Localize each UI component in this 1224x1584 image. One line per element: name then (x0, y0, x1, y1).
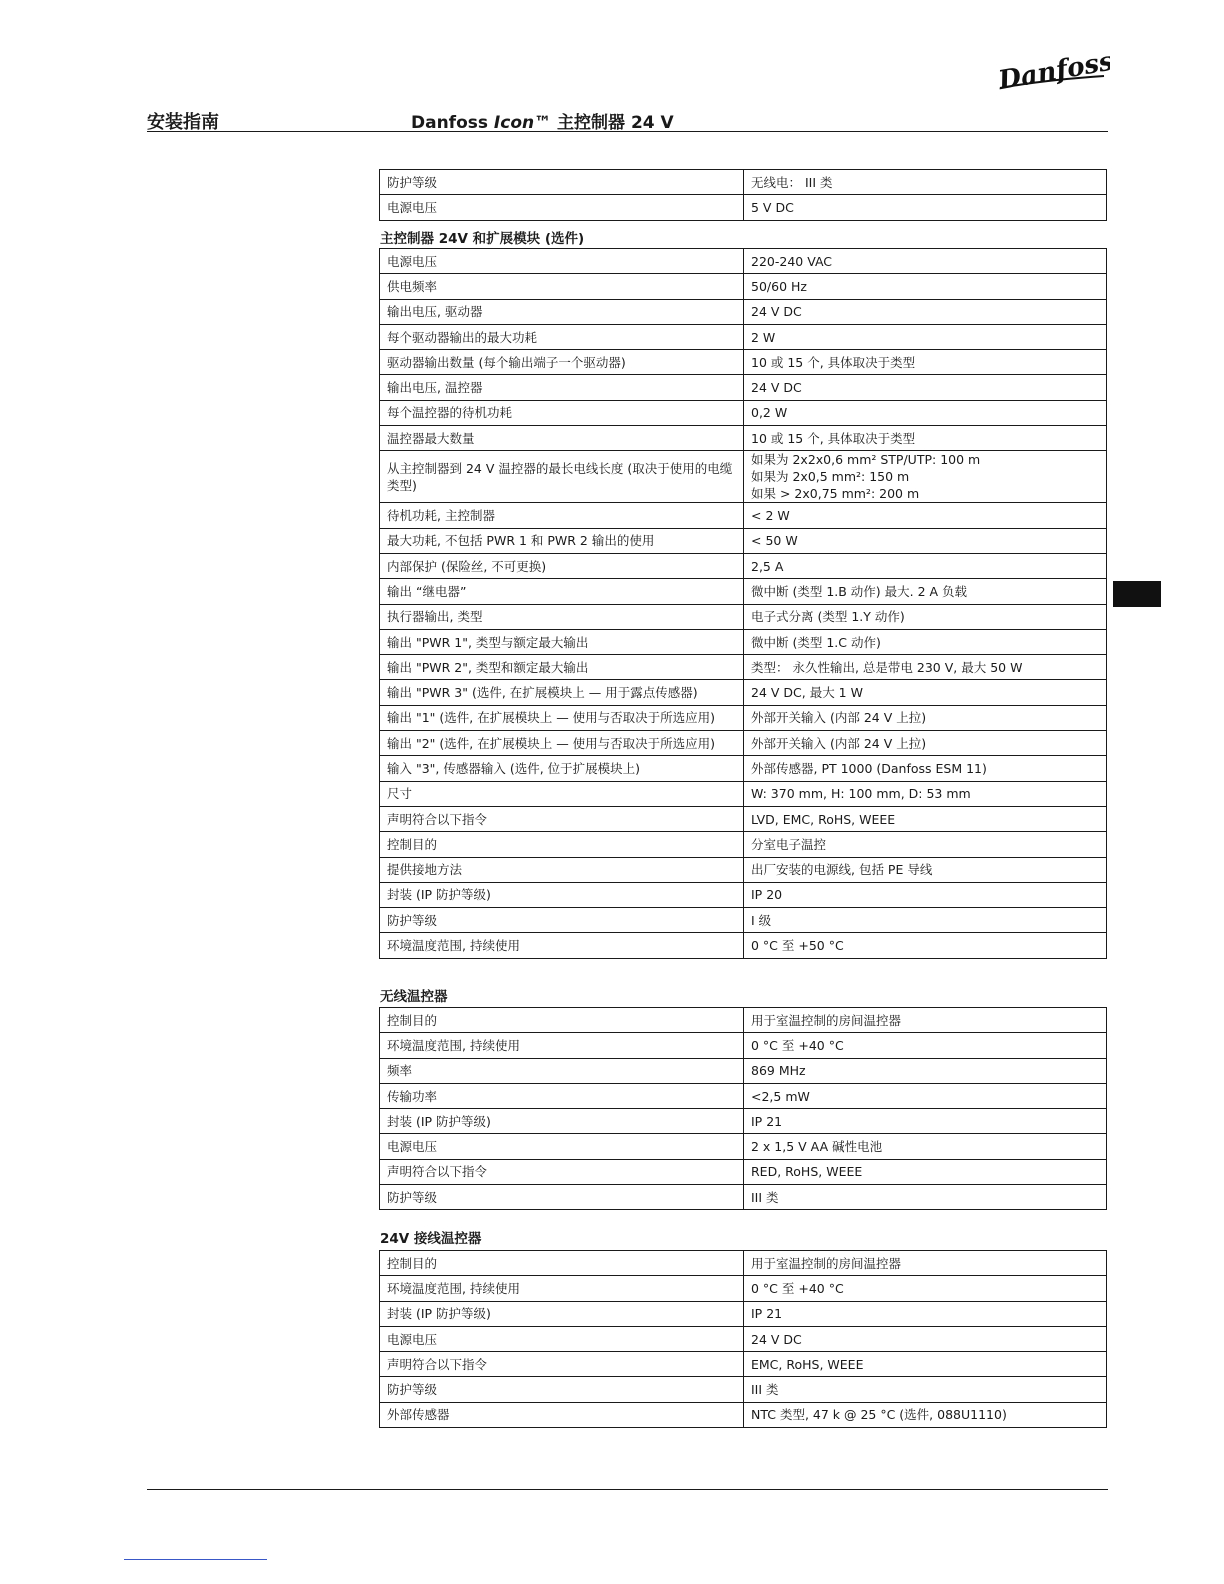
spec-label: 外部传感器 (380, 1402, 744, 1427)
spec-value: 0 °C 至 +40 °C (744, 1276, 1107, 1301)
spec-label: 控制目的 (380, 1251, 744, 1276)
table-row (380, 731, 1107, 756)
table-row (380, 249, 1107, 274)
spec-label: 防护等级 (380, 908, 744, 933)
danfoss-logo (994, 50, 1110, 94)
table-row (380, 604, 1107, 629)
table-row (380, 680, 1107, 705)
table-row (380, 400, 1107, 425)
page-title (411, 108, 674, 133)
spec-value: 10 或 15 个, 具体取决于类型 (744, 350, 1107, 375)
spec-label: 待机功耗, 主控制器 (380, 503, 744, 528)
spec-value: 微中断 (类型 1.C 动作) (744, 629, 1107, 654)
spec-value: 2 W (744, 324, 1107, 349)
spec-label: 尺寸 (380, 781, 744, 806)
spec-value: RED, RoHS, WEEE (744, 1159, 1107, 1184)
table-row (380, 1276, 1107, 1301)
table-row (380, 195, 1107, 220)
spec-value: 5 V DC (744, 195, 1107, 220)
spec-value: 外部开关输入 (内部 24 V 上拉) (744, 731, 1107, 756)
spec-value: 用于室温控制的房间温控器 (744, 1251, 1107, 1276)
table-row (380, 1402, 1107, 1427)
spec-label: 输出 "PWR 1", 类型与额定最大输出 (380, 629, 744, 654)
table-row (380, 1326, 1107, 1351)
spec-value: 2 x 1,5 V AA 碱性电池 (744, 1134, 1107, 1159)
spec-label: 环境温度范围, 持续使用 (380, 1033, 744, 1058)
spec-value: LVD, EMC, RoHS, WEEE (744, 806, 1107, 831)
spec-value: I 级 (744, 908, 1107, 933)
spec-label: 封装 (IP 防护等级) (380, 1301, 744, 1326)
spec-label: 输出 "PWR 3" (选件, 在扩展模块上 — 用于露点传感器) (380, 680, 744, 705)
table-row (380, 1083, 1107, 1108)
table-row (380, 705, 1107, 730)
spec-label: 声明符合以下指令 (380, 1352, 744, 1377)
spec-value: III 类 (744, 1377, 1107, 1402)
spec-label: 输出 "PWR 2", 类型和额定最大输出 (380, 655, 744, 680)
table-row (380, 170, 1107, 195)
table-row (380, 1058, 1107, 1083)
spec-label: 从主控制器到 24 V 温控器的最长电线长度 (取决于使用的电缆类型) (380, 451, 744, 503)
spec-value: 10 或 15 个, 具体取决于类型 (744, 426, 1107, 451)
table-row (380, 655, 1107, 680)
spec-value: NTC 类型, 47 k @ 25 °C (选件, 088U1110) (744, 1402, 1107, 1427)
spec-label: 电源电压 (380, 1326, 744, 1351)
spec-value: 外部传感器, PT 1000 (Danfoss ESM 11) (744, 756, 1107, 781)
footer-link-underline (124, 1559, 267, 1560)
table-row (380, 528, 1107, 553)
section-heading-main-controller: 主控制器 24V 和扩展模块 (选件) (380, 231, 585, 247)
spec-label: 输出 "2" (选件, 在扩展模块上 — 使用与否取决于所选应用) (380, 731, 744, 756)
spec-label: 电源电压 (380, 249, 744, 274)
spec-value: IP 20 (744, 882, 1107, 907)
table-row (380, 882, 1107, 907)
spec-label: 每个驱动器输出的最大功耗 (380, 324, 744, 349)
spec-label: 输入 "3", 传感器输入 (选件, 位于扩展模块上) (380, 756, 744, 781)
spec-label: 输出电压, 驱动器 (380, 299, 744, 324)
spec-value: EMC, RoHS, WEEE (744, 1352, 1107, 1377)
spec-value: W: 370 mm, H: 100 mm, D: 53 mm (744, 781, 1107, 806)
spec-label: 声明符合以下指令 (380, 1159, 744, 1184)
spec-value: III 类 (744, 1185, 1107, 1210)
table-row (380, 274, 1107, 299)
table-row (380, 451, 1107, 503)
table-row (380, 1134, 1107, 1159)
header-divider (147, 131, 1108, 132)
spec-label: 供电频率 (380, 274, 744, 299)
spec-value: 0 °C 至 +50 °C (744, 933, 1107, 958)
spec-label: 输出 “继电器” (380, 579, 744, 604)
table-row (380, 553, 1107, 578)
spec-value: 24 V DC, 最大 1 W (744, 680, 1107, 705)
spec-table-wireless-thermostat (379, 1007, 1107, 1210)
spec-label: 防护等级 (380, 1377, 744, 1402)
logo-wordmark: Danfoss (996, 50, 1110, 94)
table-row (380, 1109, 1107, 1134)
spec-label: 执行器输出, 类型 (380, 604, 744, 629)
spec-label: 环境温度范围, 持续使用 (380, 933, 744, 958)
spec-value: 50/60 Hz (744, 274, 1107, 299)
spec-value: 0 °C 至 +40 °C (744, 1033, 1107, 1058)
table-row (380, 1008, 1107, 1033)
table-row (380, 324, 1107, 349)
spec-value: 24 V DC (744, 1326, 1107, 1351)
spec-label: 内部保护 (保险丝, 不可更换) (380, 553, 744, 578)
spec-label: 防护等级 (380, 170, 744, 195)
table-row (380, 299, 1107, 324)
table-row (380, 426, 1107, 451)
spec-value: 2,5 A (744, 553, 1107, 578)
spec-value: 24 V DC (744, 375, 1107, 400)
spec-value: 869 MHz (744, 1058, 1107, 1083)
spec-value: 无线电： III 类 (744, 170, 1107, 195)
spec-label: 环境温度范围, 持续使用 (380, 1276, 744, 1301)
spec-label: 驱动器输出数量 (每个输出端子一个驱动器) (380, 350, 744, 375)
table-row (380, 933, 1107, 958)
spec-value: 类型： 永久性输出, 总是带电 230 V, 最大 50 W (744, 655, 1107, 680)
footer-divider (147, 1489, 1108, 1490)
section-heading-wired-thermostat: 24V 接线温控器 (380, 1231, 482, 1247)
spec-value: IP 21 (744, 1301, 1107, 1326)
spec-label: 控制目的 (380, 1008, 744, 1033)
spec-label: 提供接地方法 (380, 857, 744, 882)
spec-label: 每个温控器的待机功耗 (380, 400, 744, 425)
spec-value: < 50 W (744, 528, 1107, 553)
table-row (380, 503, 1107, 528)
table-row (380, 375, 1107, 400)
table-row (380, 832, 1107, 857)
spec-value: 外部开关输入 (内部 24 V 上拉) (744, 705, 1107, 730)
spec-label: 电源电压 (380, 195, 744, 220)
spec-label: 输出 "1" (选件, 在扩展模块上 — 使用与否取决于所选应用) (380, 705, 744, 730)
spec-value: 微中断 (类型 1.B 动作) 最大. 2 A 负载 (744, 579, 1107, 604)
table-row (380, 781, 1107, 806)
spec-label: 封装 (IP 防护等级) (380, 1109, 744, 1134)
table-row (380, 1301, 1107, 1326)
spec-table-wired-thermostat (379, 1250, 1107, 1428)
table-row (380, 579, 1107, 604)
table-row (380, 350, 1107, 375)
spec-value: 出厂安装的电源线, 包括 PE 导线 (744, 857, 1107, 882)
spec-label: 最大功耗, 不包括 PWR 1 和 PWR 2 输出的使用 (380, 528, 744, 553)
spec-value: 24 V DC (744, 299, 1107, 324)
spec-label: 声明符合以下指令 (380, 806, 744, 831)
table-row (380, 806, 1107, 831)
table-row (380, 756, 1107, 781)
spec-value: 电子式分离 (类型 1.Y 动作) (744, 604, 1107, 629)
table-row (380, 1352, 1107, 1377)
spec-label: 封装 (IP 防护等级) (380, 882, 744, 907)
spec-value: 如果为 2x2x0,6 mm² STP/UTP: 100 m 如果为 2x0,5 mm²: 150 m 如果 > 2x0,75 mm²: 200 m (744, 451, 1107, 503)
table-row (380, 1251, 1107, 1276)
spec-label: 温控器最大数量 (380, 426, 744, 451)
table-row (380, 1185, 1107, 1210)
spec-label: 电源电压 (380, 1134, 744, 1159)
spec-value: 分室电子温控 (744, 832, 1107, 857)
section-heading-wireless-thermostat: 无线温控器 (380, 989, 448, 1005)
spec-value: 0,2 W (744, 400, 1107, 425)
table-row (380, 1377, 1107, 1402)
table-row (380, 1159, 1107, 1184)
spec-table-main-controller (379, 248, 1107, 959)
spec-label: 传输功率 (380, 1083, 744, 1108)
spec-value: IP 21 (744, 1109, 1107, 1134)
title-suffix: 主控制器 24 V (551, 113, 674, 133)
spec-label: 防护等级 (380, 1185, 744, 1210)
spec-value: < 2 W (744, 503, 1107, 528)
spec-value: 用于室温控制的房间温控器 (744, 1008, 1107, 1033)
spec-label: 控制目的 (380, 832, 744, 857)
table-row (380, 908, 1107, 933)
spec-value: 220-240 VAC (744, 249, 1107, 274)
spec-value: <2,5 mW (744, 1083, 1107, 1108)
spec-table-top (379, 169, 1107, 221)
title-product: Icon™ (493, 113, 552, 133)
spec-label: 输出电压, 温控器 (380, 375, 744, 400)
title-prefix: Danfoss (411, 113, 494, 133)
table-row (380, 857, 1107, 882)
table-row (380, 629, 1107, 654)
table-row (380, 1033, 1107, 1058)
spec-label: 频率 (380, 1058, 744, 1083)
section-tab-marker (1113, 581, 1161, 607)
document-type-label: 安装指南 (147, 112, 219, 133)
